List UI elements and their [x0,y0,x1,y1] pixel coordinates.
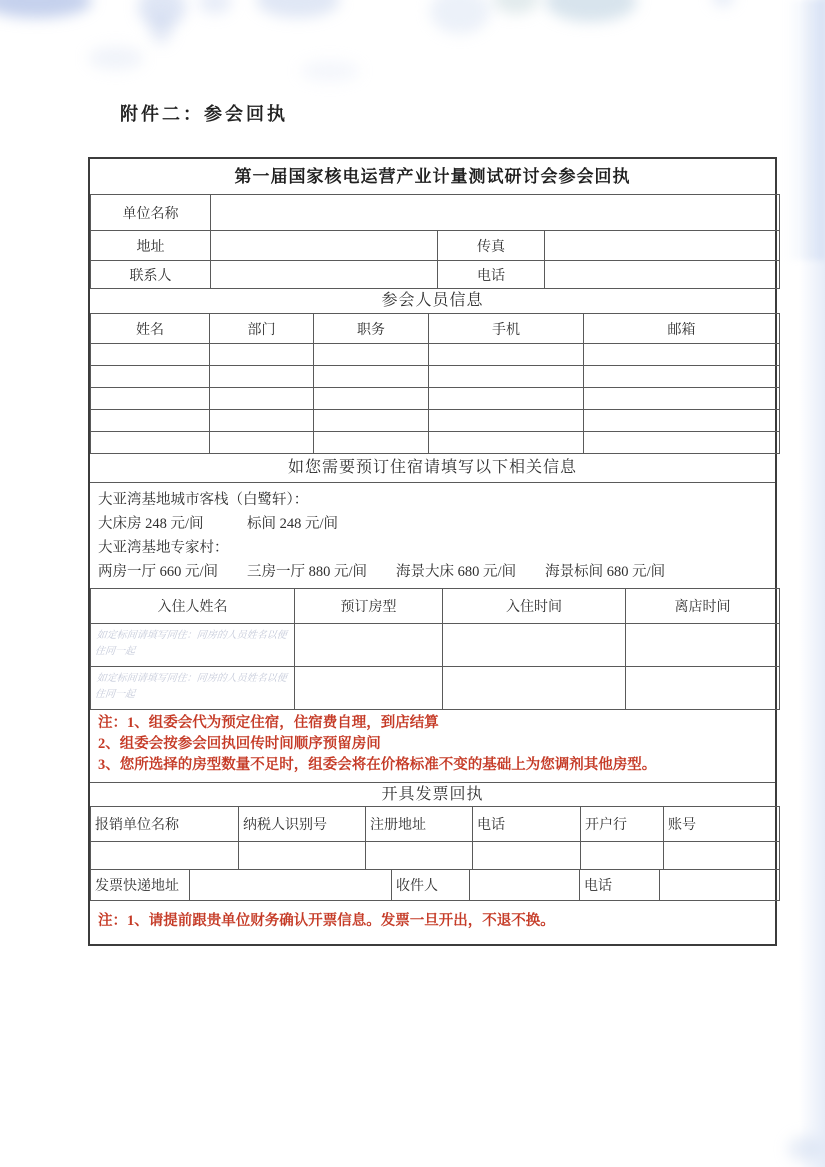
invoice-info-table [90,806,780,870]
scan-edge-band [785,0,825,260]
phone-label: 电话 [438,261,545,289]
contact-label: 联系人 [91,261,211,289]
stay-row [91,624,780,667]
col-registered-address: 注册地址 [366,807,473,842]
col-department: 部门 [210,314,314,344]
participant-row [91,432,780,454]
scan-smudge [88,46,144,70]
scan-smudge [712,0,734,6]
note-line: 注：1、组委会代为预定住宿，住宿费自理，到店结算 [98,715,439,731]
scan-smudge [545,0,637,22]
col-checkout-time: 离店时间 [626,589,780,624]
reply-form-table [88,157,777,946]
delivery-phone-label: 电话 [580,870,660,901]
col-bank: 开户行 [581,807,664,842]
participant-row [91,344,780,366]
col-checkin-time: 入住时间 [443,589,626,624]
col-phone: 电话 [473,807,581,842]
col-room-type: 预订房型 [295,589,443,624]
scan-smudge [138,0,186,28]
delivery-address-label: 发票快递地址 [91,870,190,901]
scan-smudge [0,0,92,18]
col-account: 账号 [664,807,780,842]
invoice-row [91,842,780,870]
hotel-info-line: 大床房 248 元/间 标间 248 元/间 [98,516,339,532]
scan-edge-band [799,0,825,1167]
scan-smudge [256,0,340,18]
participant-row [91,366,780,388]
participant-row [91,410,780,432]
fax-field [545,231,780,261]
invoice-delivery-table [90,869,780,901]
form-title: 第一届国家核电运营产业计量测试研讨会参会回执 [90,159,775,195]
delivery-address-field [190,870,392,901]
stay-booking-table [90,588,780,710]
ghost-hint-text: 如定标间请填写同住：同房的人员姓名以便 住同一起 [94,630,288,657]
invoice-note: 注：1、请提前跟贵单位财务确认开票信息。发票一旦开出，不退不换。 [98,913,555,929]
col-name: 姓名 [91,314,210,344]
participant-row [91,388,780,410]
hotel-info-line: 大亚湾基地城市客栈（白鹭轩）： [98,492,309,508]
stay-row [91,667,780,710]
recipient-field [470,870,580,901]
hotel-info-line: 大亚湾基地专家村： [98,540,229,556]
accommodation-notes [90,709,775,783]
col-position: 职务 [314,314,429,344]
col-reimburse-unit: 报销单位名称 [91,807,239,842]
fax-label: 传真 [438,231,545,261]
accommodation-section-title: 如您需要预订住宿请填写以下相关信息 [90,453,775,483]
note-line: 2、组委会按参会回执回传时间顺序预留房间 [98,736,381,752]
col-taxpayer-id: 纳税人识别号 [239,807,366,842]
invoice-section-title: 开具发票回执 [90,782,775,807]
hotel-price-info [90,482,775,589]
scan-smudge [493,0,539,14]
participants-section-title: 参会人员信息 [90,288,775,314]
note-line: 3、您所选择的房型数量不足时，组委会将在价格标准不变的基础上为您调剂其他房型。 [98,757,657,773]
phone-field [545,261,780,289]
org-info-table [90,194,780,289]
contact-field [211,261,438,289]
attachment-heading: 附件二：参会回执 [120,104,288,124]
scan-smudge [430,0,490,34]
unit-name-field [211,195,780,231]
scan-smudge [150,14,172,44]
participants-table [90,313,780,454]
scan-smudge [198,0,232,14]
scan-smudge [788,1136,822,1162]
unit-name-label: 单位名称 [91,195,211,231]
address-field [211,231,438,261]
recipient-label: 收件人 [392,870,470,901]
col-mobile: 手机 [429,314,584,344]
scan-smudge [300,60,360,82]
hotel-info-line: 两房一厅 660 元/间 三房一厅 880 元/间 海景大床 680 元/间 海景标间 680 元/间 [98,564,666,580]
address-label: 地址 [91,231,211,261]
col-email: 邮箱 [584,314,780,344]
delivery-phone-field [660,870,780,901]
col-guest-name: 入住人姓名 [91,589,295,624]
ghost-hint-text: 如定标间请填写同住：同房的人员姓名以便 住同一起 [94,673,288,700]
